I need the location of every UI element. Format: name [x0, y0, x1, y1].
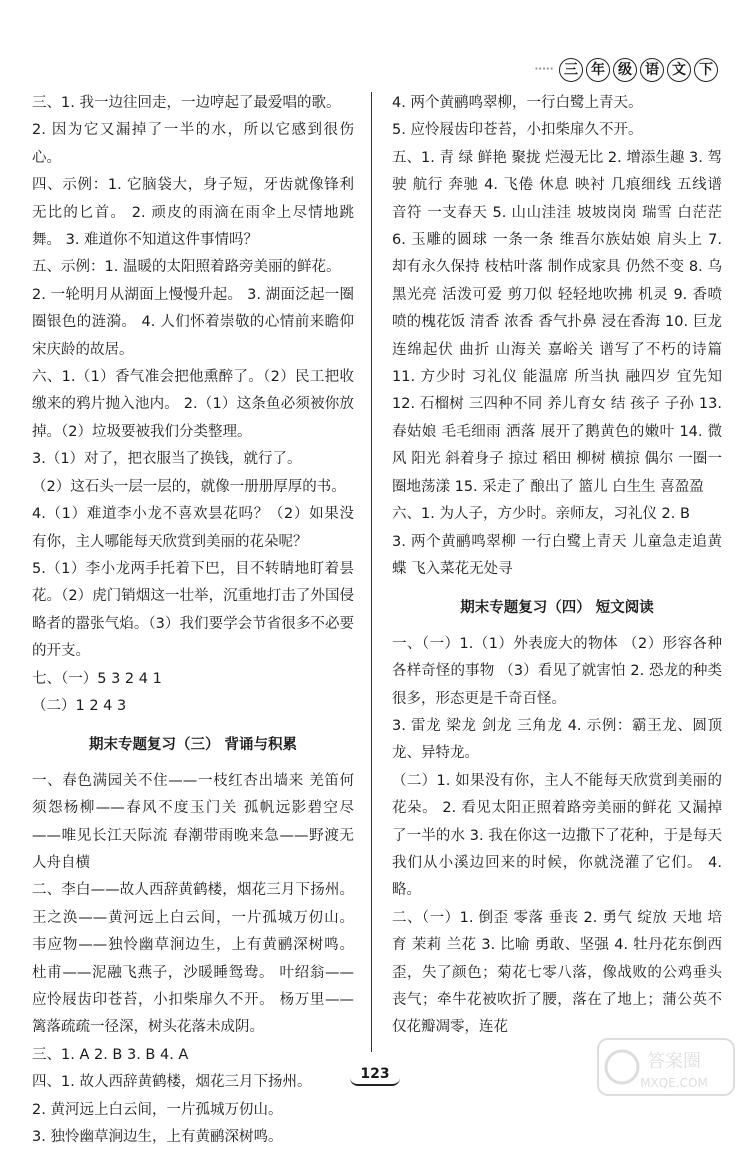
answer-line: 4. 两个黄鹂鸣翠柳，一行白鹭上青天。 [392, 95, 643, 111]
answer-line: 一、（一）1.（1）外表庞大的物体 （2）形容各种各样奇怪的事物 （3）看见了就害怕 2. 恐龙的种类很多，形态更是千奇百怪。 [392, 635, 722, 707]
answer-line: （2）这石头一层一层的，就像一册册厚厚的书。 [32, 478, 346, 495]
answer-line: 3. 两个黄鹂鸣翠柳 一行白鹭上青天 儿童急走追黄蝶 飞入菜花无处寻 [392, 533, 722, 577]
badge-char: 语 [640, 58, 664, 82]
answer-line: 四、示例：1. 它脑袋大，身子短，牙齿就像锋利无比的匕首。 2. 顽皮的雨滴在雨伞上尽情地跳舞。 3. 难道你不知道这件事情吗？ [32, 177, 354, 249]
right-column [392, 90, 722, 1055]
section-heading: 期末专题复习（三） 背诵与积累 [88, 737, 298, 754]
answer-line: 2. 黄河远上白云间，一片孤城万仞山。 [32, 1101, 283, 1118]
answer-line: 三、1. 我一边往回走，一边哼起了最爱唱的歌。 [32, 95, 341, 111]
answer-line: 六、1.（1）香气准会把他熏醉了。（2）民工把收缴来的鸦片抛入池内。 2.（1）这条鱼必须被你放掉。（2）垃圾要被我们分类整理。 [32, 369, 354, 440]
answer-line: 4.（1）难道李小龙不喜欢昙花吗？（2）如果没有你，主人哪能每天欣赏到美丽的花朵呢？ [32, 506, 354, 550]
watermark-line1: 答案圈 [647, 1051, 701, 1072]
badge-char: 下 [694, 58, 718, 82]
badge-char: 文 [667, 58, 691, 82]
answer-line: 二、李白——故人西辞黄鹤楼，烟花三月下扬州。王之涣——黄河远上白云间，一片孤城万仞山。 韦应物——独怜幽草涧边生，上有黄鹂深树鸣。 杜甫——泥融飞燕子，沙暖睡鸳鸯。 叶绍翁——应怜屐齿印苍苔，小扣柴扉久不开。 杨万里——篱落疏疏一径深，树头花落未成阴。 [32, 882, 354, 1036]
answer-line: 四、1. 故人西辞黄鹤楼，烟花三月下扬州。 [32, 1074, 312, 1091]
answer-line: 2. 一轮明月从湖面上慢慢升起。 3. 湖面泛起一圈圈银色的涟漪。 4. 人们怀着崇敬的心情前来瞻仰宋庆龄的故居。 [32, 286, 354, 358]
watermark-logo [596, 1037, 736, 1097]
grade-badge [532, 58, 718, 82]
section-heading: 期末专题复习（四） 短文阅读 [460, 600, 654, 617]
answer-line: （二）1 2 4 3 [32, 697, 127, 714]
badge-char: 级 [613, 58, 637, 82]
page-number: 123 [350, 1064, 399, 1086]
answer-line: 七、（一）5 3 2 4 1 [32, 670, 162, 687]
answer-line: 一、春色满园关不住——一枝红杏出墙来 羌笛何须怨杨柳——春风不度玉门关 孤帆远影碧空尽——唯见长江天际流 春潮带雨晚来急——野渡无人舟自横 [32, 772, 354, 871]
badge-char: 年 [586, 58, 610, 82]
answer-line: 3.（1）对了，把衣服当了换钱，就行了。 [32, 451, 302, 468]
answer-line: 六、1. 为人子，方少时。亲师友，习礼仪 2. B [392, 506, 690, 523]
answer-line: 3. 雷龙 梁龙 剑龙 三角龙 4. 示例：霸王龙、圆顶龙、异特龙。 [392, 717, 722, 762]
answer-line: 5.（1）李小龙两手托着下巴，目不转睛地盯着昙花。（2）虎门销烟这一壮举，沉重地打击了外国侵略者的嚣张气焰。（3）我们要学会节省很多不必要的开支。 [32, 560, 354, 660]
watermark-line2: MXQE.COM [640, 1076, 708, 1090]
badge-char: 三 [559, 58, 583, 82]
answer-line: 5. 应怜屐齿印苍苔，小扣柴扉久不开。 [392, 122, 643, 139]
column-divider [371, 92, 372, 1052]
left-column [32, 90, 354, 1146]
answer-line: 五、示例：1. 温暖的太阳照着路旁美丽的鲜花。 [32, 259, 341, 276]
answer-line: 2. 因为它又漏掉了一半的水，所以它感到很伤心。 [32, 122, 354, 166]
answer-line: 3. 独怜幽草涧边生，上有黄鹂深树鸣。 [32, 1129, 283, 1146]
dots-ornament: ····· [532, 59, 556, 81]
answer-line: 二、（一）1. 倒歪 零落 垂丧 2. 勇气 绽放 天地 培育 茉莉 兰花 3. 比喻 勇敢、坚强 4. 牡丹花东倒西歪，失了颜色；菊花七零八落，像战败的公鸡垂头丧气；牵牛花被吹折了腰，落在了地上；蒲公英不仅花瓣凋零，连花 [392, 909, 722, 1036]
answer-line: （二）1. 如果没有你，主人不能每天欣赏到美丽的花朵。 2. 看见太阳正照着路旁美丽的鲜花 又漏掉了一半的水 3. 我在你这一边撒下了花种，于是每天我们从小溪边回来的时候，你就浇灌了它们。 4. 略。 [392, 772, 722, 899]
answer-line: 五、1. 青 绿 鲜艳 聚拢 烂漫无比 2. 增添生趣 3. 驾驶 航行 奔驰 4. 飞倦 休息 映衬 几痕细线 五线谱 音符 一支春天 5. 山山洼洼 坡坡岗岗 瑞雪 白茫茫 6. 玉雕的圆球 一条一条 维吾尔族姑娘 肩头上 7. 却有永久保持 枝枯叶落 制作成家具 仍然不变 8. 乌黑光亮 活泼可爱 剪刀似 轻轻地吹拂 机灵 9. 香喷喷的槐花饭 清香 浓香 香气扑鼻 浸在香海 10. 巨龙 连绵起伏 曲折 山海关 嘉峪关 谱写了不朽的诗篇 11. 方少时 习礼仪 能温席 所当执 融四岁 宜先知 12. 石榴树 三四种不同 养儿育女 结 孩子 子孙 13. 春姑娘 毛毛细雨 洒落 展开了鹅黄色的嫩叶 14. 微风 阳光 斜着身子 掠过 稻田 柳树 横掠 偶尔 一圈一圈地荡漾 15. 采走了 酿出了 篮儿 白生生 喜盈盈 [392, 149, 722, 495]
answer-line: 三、1. A 2. B 3. B 4. A [32, 1046, 189, 1063]
